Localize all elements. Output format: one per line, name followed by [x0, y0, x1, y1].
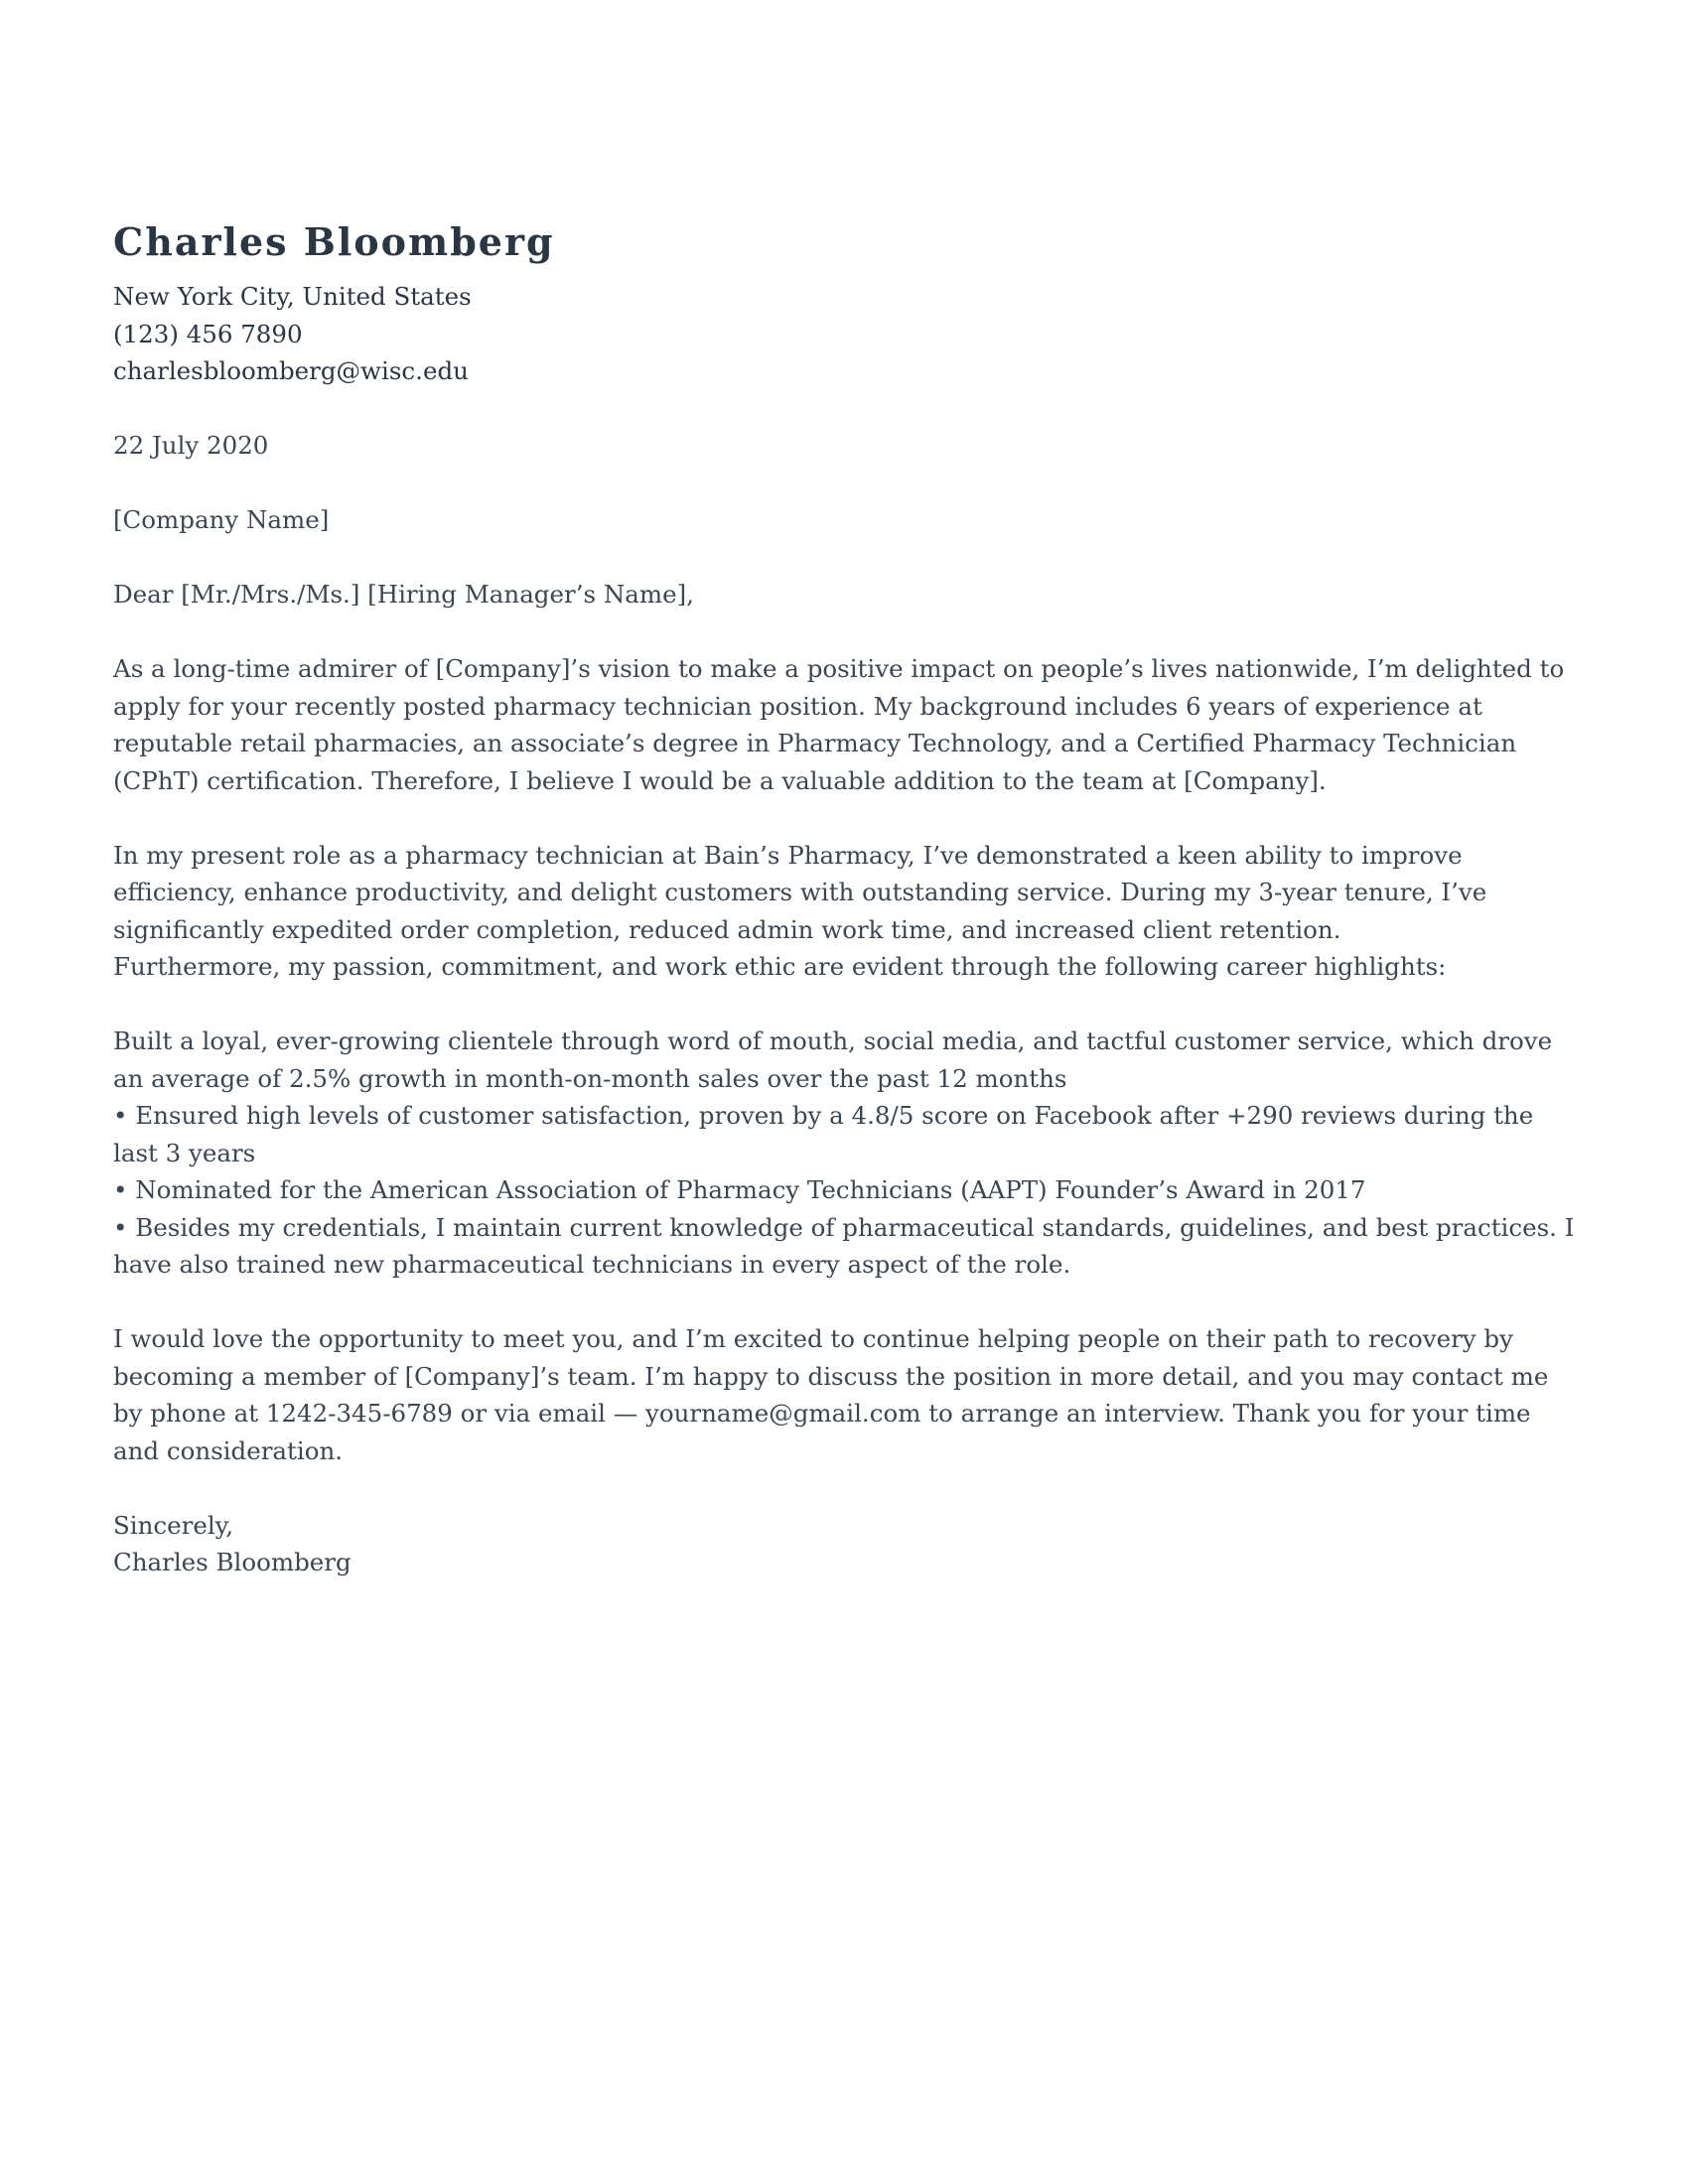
- closing-paragraph: I would love the opportunity to meet you, and I’m excited to continue helping people on their path to recovery by becoming a member of [Company]’s team. I’m happy to discuss the position in more detail, and you may contact me by phone at 1242-345-6789 or via email — yourname@gmail.com to arrange an interview. Thank you for your time and consideration.: [113, 1324, 1549, 1465]
- experience-section: [113, 837, 1583, 986]
- signoff-closing: Sincerely,: [113, 1510, 234, 1540]
- highlight-intro: Built a loyal, ever-growing clientele through word of mouth, social media, and tactful customer service, which drove an average of 2.5% growth in month-on-month sales over the past 12 months: [113, 1026, 1553, 1093]
- experience-paragraph: In my present role as a pharmacy technician at Bain’s Pharmacy, I’ve demonstrated a keen ability to improve efficiency, enhance productivity, and delight customers with outstanding service. During my 3-year tenure, I’ve significantly expedited order completion, reduced admin work time, and increased client retention.: [113, 840, 1487, 944]
- highlights-lead-in: Furthermore, my passion, commitment, and work ethic are evident through the following career highlights:: [113, 952, 1447, 981]
- sender-location: New York City, United States: [113, 282, 472, 311]
- highlight-item: • Ensured high levels of customer satisfaction, proven by a 4.8/5 score on Facebook after +290 reviews during the last 3 years: [113, 1101, 1534, 1167]
- sender-phone: (123) 456 7890: [113, 319, 303, 348]
- contact-block: [113, 278, 1583, 390]
- intro-paragraph: As a long-time admirer of [Company]’s vision to make a positive impact on people’s lives nationwide, I’m delighted to apply for your recently posted pharmacy technician position. My background includes 6 years of experience at reputable retail pharmacies, an associate’s degree in Pharmacy Technology, and a Certified Pharmacy Technician (CPhT) certification. Therefore, I believe I would be a valuable addition to the team at [Company].: [113, 654, 1565, 795]
- letter-date: 22 July 2020: [113, 431, 269, 460]
- career-highlights: [113, 1023, 1583, 1284]
- signoff-block: [113, 1507, 1583, 1581]
- sender-name: Charles Bloomberg: [113, 219, 555, 264]
- highlight-item: • Nominated for the American Association of Pharmacy Technicians (AAPT) Founder’s Award in 2017: [113, 1175, 1366, 1204]
- recipient-company: [Company Name]: [113, 505, 330, 534]
- salutation: Dear [Mr./Mrs./Ms.] [Hiring Manager’s Name],: [113, 580, 694, 609]
- sender-email: charlesbloomberg@wisc.edu: [113, 356, 469, 385]
- signature-name: Charles Bloomberg: [113, 1548, 352, 1576]
- cover-letter-page: [113, 212, 1583, 1581]
- highlight-item: • Besides my credentials, I maintain current knowledge of pharmaceutical standards, guidelines, and best practices. I have also trained new pharmaceutical technicians in every aspect of the role.: [113, 1212, 1575, 1279]
